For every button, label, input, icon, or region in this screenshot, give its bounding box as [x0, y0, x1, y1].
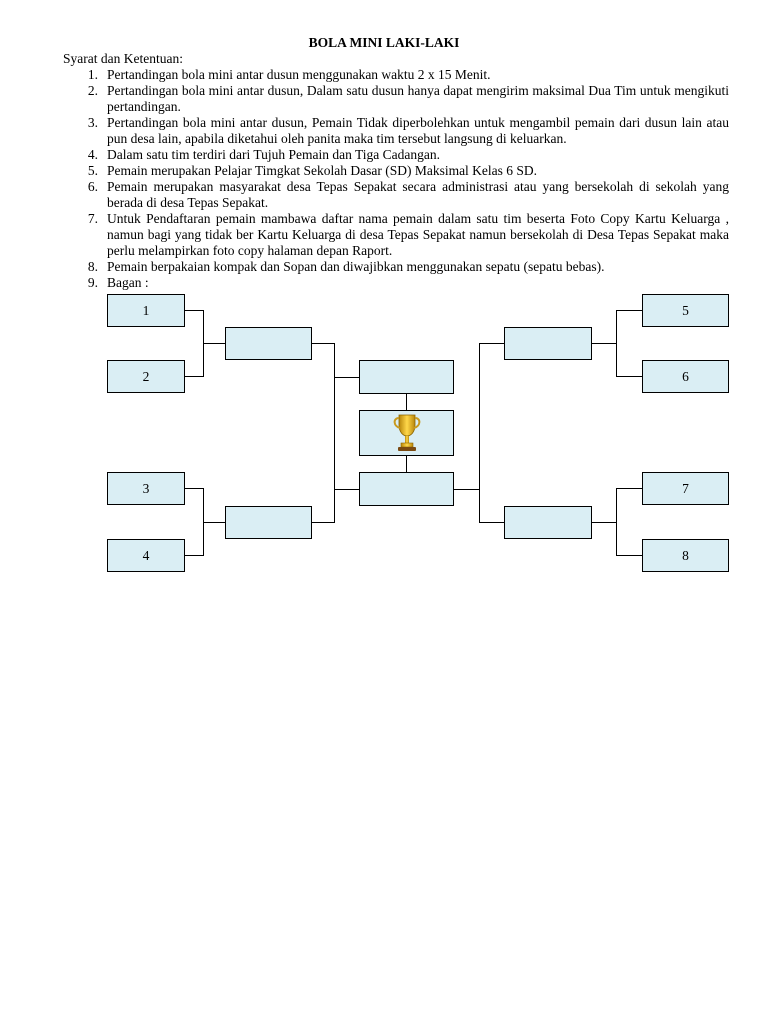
bracket-line	[616, 376, 642, 377]
document-title: BOLA MINI LAKI-LAKI	[308, 35, 460, 50]
rule-text: Dalam satu tim terdiri dari Tujuh Pemain dan Tiga Cadangan.	[107, 147, 440, 162]
rule-item	[63, 275, 729, 291]
semifinal-slot	[504, 506, 592, 539]
team-slot: 5	[642, 294, 729, 327]
team-slot: 1	[107, 294, 185, 327]
rule-text: Pemain merupakan Pelajar Timgkat Sekolah Dasar (SD) Maksimal Kelas 6 SD.	[107, 163, 538, 178]
rule-item	[63, 163, 729, 179]
rule-item	[63, 67, 729, 83]
bracket-line	[479, 522, 504, 523]
trophy-icon	[390, 412, 424, 454]
semifinal-slot	[504, 327, 592, 360]
rule-text: Pertandingan bola mini antar dusun menggunakan waktu 2 x 15 Menit.	[107, 67, 491, 82]
rules-list	[63, 67, 729, 291]
bracket-line	[592, 522, 616, 523]
semifinal-slot	[225, 327, 312, 360]
rule-text: Untuk Pendaftaran pemain mambawa daftar nama pemain dalam satu tim beserta Foto Copy Kartu Keluarga , namun bagi yang tidak ber Kartu Keluarga di desa Tepas Sepakat namun bersekolah di Desa Tepas Sepakat maka perlu melampirkan foto copy halaman depan Raport.	[107, 211, 729, 258]
bracket-line	[616, 488, 617, 556]
rule-number: 8.	[87, 259, 98, 274]
rule-text: Pemain merupakan masyarakat desa Tepas Sepakat secara administrasi atau yang bersekolah di sekolah yang berada di desa Tepas Sepakat.	[107, 179, 729, 210]
rule-number: 1.	[87, 67, 98, 82]
rule-number: 7.	[87, 211, 98, 226]
rule-item	[63, 83, 729, 115]
rule-number: 5.	[87, 163, 98, 178]
rule-text: Pertandingan bola mini antar dusun, Dalam satu dusun hanya dapat mengirim maksimal Dua Tim untuk mengikuti pertandingan.	[107, 83, 729, 114]
rule-text: Pertandingan bola mini antar dusun, Pemain Tidak diperbolehkan untuk mengambil pemain dari dusun lain atau pun desa lain, apabila diketahui oleh panita maka tim tersebut langsung di keluarkan.	[107, 115, 729, 146]
rule-number: 9.	[87, 275, 98, 290]
bracket-line	[479, 343, 504, 344]
trophy-box	[359, 410, 454, 456]
rule-item	[63, 259, 729, 275]
bracket-line	[334, 377, 359, 378]
bracket-line	[616, 310, 617, 377]
bracket-line	[616, 488, 642, 489]
bracket-line	[406, 456, 407, 472]
rule-item	[63, 115, 729, 147]
bracket-line	[454, 489, 479, 490]
rule-item	[63, 211, 729, 259]
bracket-line	[185, 488, 203, 489]
bracket-line	[312, 343, 334, 344]
bracket-line	[592, 343, 616, 344]
rule-number: 4.	[87, 147, 98, 162]
final-slot	[359, 472, 454, 506]
bracket-line	[334, 343, 335, 523]
rule-text: Pemain berpakaian kompak dan Sopan dan diwajibkan menggunakan sepatu (sepatu bebas).	[107, 259, 605, 274]
team-slot: 7	[642, 472, 729, 505]
bracket-line	[185, 310, 203, 311]
bracket-line	[185, 376, 203, 377]
rule-text: Bagan :	[107, 275, 149, 290]
bracket-line	[203, 522, 225, 523]
rule-item	[63, 147, 729, 163]
team-slot: 6	[642, 360, 729, 393]
rule-number: 2.	[87, 83, 98, 98]
rule-number: 3.	[87, 115, 98, 130]
team-slot: 8	[642, 539, 729, 572]
final-slot	[359, 360, 454, 394]
rule-number: 6.	[87, 179, 98, 194]
bracket-line	[616, 555, 642, 556]
bracket-line	[334, 489, 359, 490]
bracket-line	[312, 522, 334, 523]
bracket-line	[616, 310, 642, 311]
terms-heading: Syarat dan Ketentuan:	[63, 51, 183, 66]
bracket-line	[203, 343, 225, 344]
bracket-line	[185, 555, 203, 556]
rule-item	[63, 179, 729, 211]
bracket-line	[406, 394, 407, 410]
team-slot: 2	[107, 360, 185, 393]
team-slot: 4	[107, 539, 185, 572]
team-slot: 3	[107, 472, 185, 505]
semifinal-slot	[225, 506, 312, 539]
bracket-line	[479, 343, 480, 523]
